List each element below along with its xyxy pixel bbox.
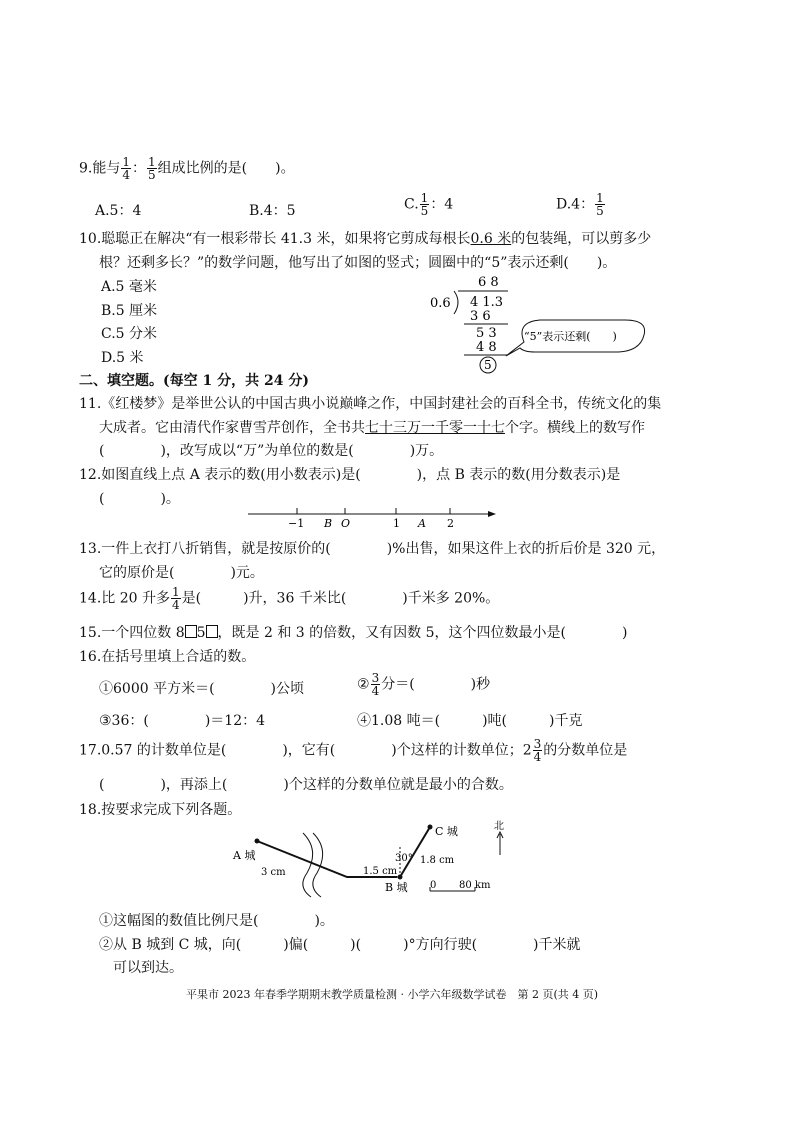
q9-frac2 [147,156,157,181]
label-2: 2 [447,517,454,530]
distance-b-c-label: 1.8 cm [420,855,455,866]
scale-80km-label: 80 km [459,880,491,891]
q9-stem [79,156,295,181]
scale-zero-label: 0 [430,880,437,891]
q10-line1-b: 的包装绳，可以剪多少 [511,231,652,247]
q18-sub2-cont: 可以到达。 [113,960,183,976]
section-2-title: 二、填空题。(每空 1 分，共 24 分) [79,373,309,389]
label-o: O [341,517,351,530]
q15-text-a: 15.一个四位数 8 [79,625,185,641]
q16-item2-suffix: 分＝( )秒 [381,676,491,693]
q16-item2-prefix: ② [357,676,370,693]
q16-item2-num: 3 [371,671,380,685]
q10-option-c[interactable]: C.5 分米 [101,326,158,342]
route-map [225,815,525,905]
q9-option-d-den: 5 [596,204,604,218]
q17-line1-a: 17.0.57 的计数单位是( )，它有( )个这样的计数单位；2 [79,742,532,759]
c-city-dot [428,825,433,830]
q12-line2: ( )。 [99,491,180,507]
q9-colon: ： [132,160,146,177]
q16-item1: ①6000 平方米＝( )公顷 [99,681,305,697]
distance-a-b-label: 3 cm [261,867,286,878]
q9-option-c-suffix: ：4 [430,196,454,213]
q14-frac-num: 1 [171,585,180,599]
a-city-dot [255,839,260,844]
number-line-arrow [488,511,496,517]
q10-line2: 根？还剩多长？”的数学问题，他写出了如图的竖式；圆圈中的“5”表示还剩( )。 [99,255,617,271]
q9-option-b[interactable]: B.4：5 [249,203,296,219]
q9-text-b: 组成比例的是( )。 [157,160,295,177]
q9-option-d-frac [595,192,605,217]
north-label: 北 [494,821,504,832]
number-line [240,500,510,530]
q9-option-d-prefix: D.4： [556,196,595,213]
b-city-label: B 城 [385,881,408,894]
q14-text-b: 是( )升，36 千米比( )千米多 20%。 [181,590,500,607]
q15-text-b: 5 [196,625,206,641]
q9-option-a[interactable]: A.5：4 [95,203,142,219]
q9-frac1-den: 4 [122,168,130,182]
label-minus1: −1 [288,517,305,530]
a-city-label: A 城 [233,849,256,862]
digit-box-2[interactable] [206,625,218,638]
q17-line1 [79,738,627,763]
q9-option-c-den: 5 [420,204,429,218]
q17-frac [533,738,543,763]
division-dividend: 4 1.3 [470,295,504,310]
q12-line1: 12.如图直线上点 A 表示的数(用小数表示)是( )，点 B 表示的数(用分数表示)是 [79,467,621,483]
q9-option-c-prefix: C. [404,196,419,213]
q9-option-c-num: 1 [420,191,429,205]
q10-underlined: 0.6 米 [470,231,512,247]
q13-line1: 13.一件上衣打八折销售，就是按原价的( )%出售，如果这件上衣的折后价是 320 元， [79,541,666,557]
q16-item2-den: 4 [371,684,380,698]
q16-item2 [357,672,490,697]
division-row1: 3 6 [470,309,491,324]
q10-option-b[interactable]: B.5 厘米 [101,303,158,319]
q16-item3: ③36：( )＝12：4 [99,713,266,729]
q9-option-c-frac [420,192,430,217]
q11-underlined: 七十三万一千零一十七 [365,420,505,436]
division-quotient: 6 8 [478,275,499,290]
angle-label: 30° [395,853,413,864]
q16-title: 16.在括号里填上合适的数。 [79,649,256,665]
q17-line2: ( )，再添上( )个这样的分数单位就是最小的合数。 [99,777,513,793]
q16-item2-frac [371,672,381,697]
division-bracket [454,291,458,314]
label-1: 1 [393,517,400,530]
q9-frac2-num: 1 [148,155,156,169]
q10-option-d[interactable]: D.5 米 [101,350,144,366]
q9-option-d[interactable] [556,192,606,217]
digit-box-1[interactable] [185,625,197,638]
division-divisor: 0.6 [430,296,451,311]
q14-frac [171,586,181,611]
q14-line [79,586,499,611]
q11-line3: ( )，改写成以“万”为单位的数是( )万。 [99,443,444,459]
q17-line1-b: 的分数单位是 [543,742,628,759]
q11-line2-b: 个字。横线上的数写作 [505,420,645,436]
q11-line2 [99,417,645,437]
q9-frac1-num: 1 [122,155,130,169]
long-division-figure [420,270,660,380]
q10-option-a[interactable]: A.5 毫米 [101,279,157,295]
q9-option-c[interactable] [404,192,453,217]
q9-option-d-num: 1 [596,191,604,205]
b-city-dot [398,875,403,880]
q17-frac-num: 3 [533,737,542,751]
label-b: B [324,517,333,530]
q9-text-a: 能与 [92,160,121,177]
q9-frac1 [121,156,131,181]
q18-sub2: ②从 B 城到 C 城，向( )偏( )( )°方向行驶( )千米就 [99,937,581,953]
q18-title: 18.按要求完成下列各题。 [79,802,242,818]
q10-line1-a: 10.聪聪正在解决“有一根彩带长 41.3 米，如果将它剪成每根长 [79,231,471,247]
bubble-text: “5”表示还剩( ) [524,330,617,343]
q11-line1: 11.《红楼梦》是举世公认的中国古典小说巅峰之作，中国封建社会的百科全书，传统文化的集 [79,396,662,412]
q9-frac2-den: 5 [148,168,156,182]
q10-line1 [79,228,651,248]
q15-line [79,622,627,642]
river-line-1 [303,833,313,897]
q18-sub1: ①这幅图的数值比例尺是( )。 [99,913,334,929]
division-remainder: 5 [484,358,492,372]
distance-mid-label: 1.5 cm [363,866,398,877]
q13-line2: 它的原价是( )元。 [99,565,264,581]
label-a: A [418,517,426,530]
q16-item4: ④1.08 吨＝( )吨( )千克 [357,713,583,729]
q11-line2-a: 大成者。它由清代作家曹雪芹创作，全书共 [99,420,365,436]
route-b-to-c [400,827,430,877]
q15-text-c: ，既是 2 和 3 的倍数，又有因数 5，这个四位数最小是( ) [217,625,628,641]
q17-frac-den: 4 [533,750,542,764]
division-row2: 5 3 [476,326,497,341]
division-row3: 4 8 [476,340,497,355]
q9-number: 9. [79,160,93,177]
q14-text-a: 14.比 20 升多 [79,590,170,607]
c-city-label: C 城 [435,825,458,838]
q14-frac-den: 4 [171,598,180,612]
page-footer: 平果市 2023 年春季学期期末教学质量检测 · 小学六年级数学试卷 第 2 页(共 4 页) [186,988,599,1001]
